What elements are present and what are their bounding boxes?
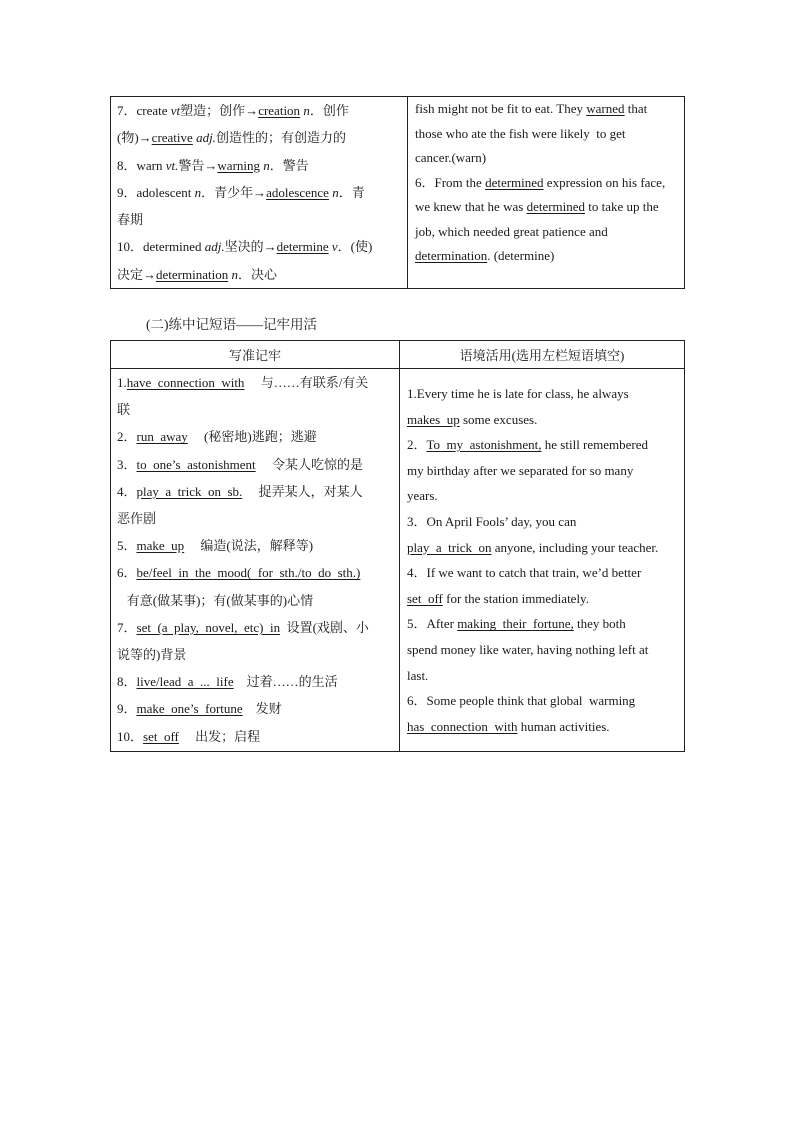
text-fragment: ．青少年→ [201, 184, 267, 200]
header-right: 语境活用(选用左栏短语填空) [400, 341, 685, 369]
table-header-row [111, 341, 685, 369]
text-fragment: 1.Every time he is late for class, he always [407, 386, 629, 401]
text-fragment: 坚决的→ [224, 239, 277, 255]
answer-blank: make up [136, 538, 185, 554]
answer-blank: makes up [407, 411, 460, 427]
text-line [407, 637, 678, 663]
text-fragment: fish might not be fit to eat. They [415, 101, 587, 116]
text-fragment: expression on his face, [543, 174, 666, 190]
answer-blank: determination [156, 266, 229, 282]
text-fragment: n [332, 184, 339, 200]
table-row [111, 97, 685, 289]
text-fragment: 编造(说法，解释等) [184, 538, 314, 554]
text-line [415, 195, 678, 220]
text-line [117, 97, 403, 124]
text-line [415, 171, 678, 196]
answer-blank: have connection with [126, 375, 245, 390]
text-fragment: 过着……的生活 [233, 674, 338, 690]
text-fragment: 设置(戏剧、小 [280, 619, 369, 635]
text-fragment: 说等的)背景 [117, 647, 187, 663]
text-line [415, 97, 678, 122]
answer-blank: play a trick on sb. [136, 483, 243, 499]
answer-blank: run away [136, 429, 188, 445]
text-fragment: 有意(做某事)；有(做某事的)心情 [117, 592, 314, 608]
text-line [407, 586, 678, 612]
text-fragment: ．(使) [337, 239, 373, 255]
text-fragment: 捉弄某人，对某人 [242, 483, 363, 499]
phrase-table [110, 340, 685, 752]
text-fragment: 2． [117, 429, 137, 445]
text-line [407, 483, 678, 509]
text-line [407, 611, 678, 637]
text-line [415, 244, 678, 269]
text-fragment: 联 [117, 402, 131, 418]
text-line [117, 233, 403, 260]
text-fragment: 4．If we want to catch that train, we’d better [407, 565, 642, 581]
text-line [407, 407, 678, 433]
text-line [415, 146, 678, 171]
phrase-right-cell [400, 369, 685, 752]
text-fragment: 令某人吃惊的是 [255, 456, 363, 472]
answer-blank: determined [485, 174, 544, 190]
phrase-right-lines [407, 381, 678, 739]
text-fragment: some excuses. [459, 411, 538, 427]
text-line [117, 423, 395, 450]
answer-blank: determined [526, 199, 586, 214]
text-line [117, 532, 395, 559]
text-fragment: 5．After [407, 616, 458, 632]
text-fragment: human activities. [517, 718, 610, 734]
answer-blank: warned [586, 101, 625, 116]
text-fragment: 9．adolescent [117, 184, 195, 200]
text-line [117, 261, 403, 288]
text-fragment: n [263, 157, 270, 173]
text-fragment: last. [407, 667, 429, 683]
text-fragment: 6．From the [415, 174, 486, 190]
phrase-left-lines [117, 369, 395, 750]
answer-blank: make one’s fortune [136, 701, 243, 717]
text-fragment: (物)→ [117, 130, 152, 146]
text-line [117, 478, 395, 505]
text-fragment: 7．create [117, 103, 171, 118]
text-fragment: 塑造；创作→ [180, 103, 259, 118]
text-fragment: 5． [117, 538, 137, 554]
text-fragment: ．创作 [309, 103, 349, 118]
text-fragment: 警告→ [178, 157, 218, 173]
header-left: 写准记牢 [111, 341, 400, 369]
text-fragment: (秘密地)逃跑；逃避 [187, 429, 317, 445]
text-fragment: adj. [204, 239, 225, 255]
text-fragment: 7． [117, 619, 137, 635]
text-line [117, 179, 403, 206]
answer-blank: creative [151, 130, 193, 146]
text-fragment: that [624, 101, 648, 116]
answer-blank: determination [415, 248, 488, 263]
text-line [407, 458, 678, 484]
text-fragment: adj. [196, 130, 216, 146]
text-fragment: 6． [117, 565, 137, 581]
text-fragment: ．警告 [269, 157, 309, 173]
text-line [117, 396, 395, 423]
text-fragment: 8．warn [117, 157, 166, 173]
text-line [407, 535, 678, 561]
answer-blank: set off [143, 728, 179, 744]
text-fragment: 发财 [242, 701, 282, 717]
answer-blank: live/lead a ... life [136, 674, 234, 690]
text-fragment: he still remembered [541, 437, 649, 453]
answer-blank: set (a play, novel, etc) in [136, 619, 281, 635]
vocab-left-lines [117, 97, 403, 288]
text-line [117, 668, 395, 695]
text-fragment: v [331, 239, 338, 255]
text-line [407, 560, 678, 586]
text-fragment: to take up the [585, 199, 659, 214]
text-line [117, 206, 403, 233]
text-fragment: 创造性的；有创造力的 [215, 130, 346, 146]
text-fragment: anyone, including your teacher. [491, 539, 659, 555]
text-fragment: 决定→ [117, 266, 157, 282]
text-line [117, 152, 403, 179]
text-fragment: they both [573, 616, 626, 632]
text-fragment: we knew that he was [415, 199, 527, 214]
text-fragment: vt. [165, 157, 179, 173]
answer-blank: To my astonishment, [426, 437, 542, 453]
text-fragment: 4． [117, 483, 137, 499]
answer-blank: to one’s astonishment [136, 456, 256, 472]
text-fragment: 2． [407, 437, 427, 453]
text-fragment: cancer.(warn) [415, 150, 487, 165]
text-fragment: vt [170, 103, 181, 118]
text-line [117, 369, 395, 396]
text-fragment: my birthday after we separated for so many [407, 462, 634, 478]
text-line [117, 124, 403, 151]
text-line [117, 641, 395, 668]
text-fragment: 3． [117, 456, 137, 472]
text-fragment: 1. [117, 375, 127, 390]
text-fragment: spend money like water, having nothing left at [407, 641, 649, 657]
answer-blank: warning [217, 157, 261, 173]
text-line [415, 220, 678, 245]
text-fragment: 春期 [117, 212, 144, 228]
table-row [111, 369, 685, 752]
text-line [117, 505, 395, 532]
text-fragment: 10． [117, 728, 144, 744]
text-line [117, 723, 395, 750]
answer-blank: creation [258, 103, 301, 118]
answer-blank: set off [407, 590, 443, 606]
text-line [117, 559, 395, 586]
text-fragment: job, which needed great patience and [415, 223, 608, 239]
text-line [407, 381, 678, 407]
text-line [407, 688, 678, 714]
answer-blank: has connection with [407, 718, 518, 734]
text-fragment: 6．Some people think that global warming [407, 693, 636, 709]
text-fragment: n [303, 103, 310, 118]
text-fragment: for the station immediately. [442, 590, 589, 606]
text-fragment: years. [407, 488, 438, 504]
answer-blank: determine [276, 239, 329, 255]
text-fragment: n [231, 266, 238, 282]
text-line [407, 432, 678, 458]
text-fragment: ．决心 [237, 266, 277, 282]
text-fragment: 3．On April Fools’ day, you can [407, 513, 577, 529]
text-fragment: 与……有联系/有关 [244, 375, 369, 390]
text-fragment: n [194, 184, 202, 200]
text-fragment: those who ate the fish were likely to get [415, 125, 626, 141]
answer-blank: making their fortune, [457, 616, 574, 632]
text-line [407, 714, 678, 740]
text-fragment: 8． [117, 674, 137, 690]
text-fragment: 9． [117, 701, 137, 717]
answer-blank: be/feel in the mood( for sth./to do sth.) [136, 565, 361, 581]
text-fragment: 恶作剧 [117, 511, 157, 527]
answer-blank: adolescence [266, 184, 329, 200]
vocab-left-cell [111, 97, 408, 289]
text-line [117, 614, 395, 641]
phrase-left-cell [111, 369, 400, 752]
text-fragment: 出发；启程 [178, 728, 261, 744]
text-line [117, 587, 395, 614]
text-fragment: 10．determined [117, 239, 205, 255]
answer-blank: play a trick on [407, 539, 492, 555]
section-title: (二)练中记短语——记牢用活 [146, 317, 317, 332]
text-fragment: ．青 [338, 184, 365, 200]
text-line [117, 695, 395, 722]
vocab-right-cell [408, 97, 685, 289]
text-line [415, 122, 678, 147]
vocab-right-lines [415, 97, 678, 269]
text-line [117, 451, 395, 478]
vocab-table [110, 96, 685, 289]
text-fragment: . (determine) [487, 248, 555, 263]
text-line [407, 509, 678, 535]
text-line [407, 663, 678, 689]
